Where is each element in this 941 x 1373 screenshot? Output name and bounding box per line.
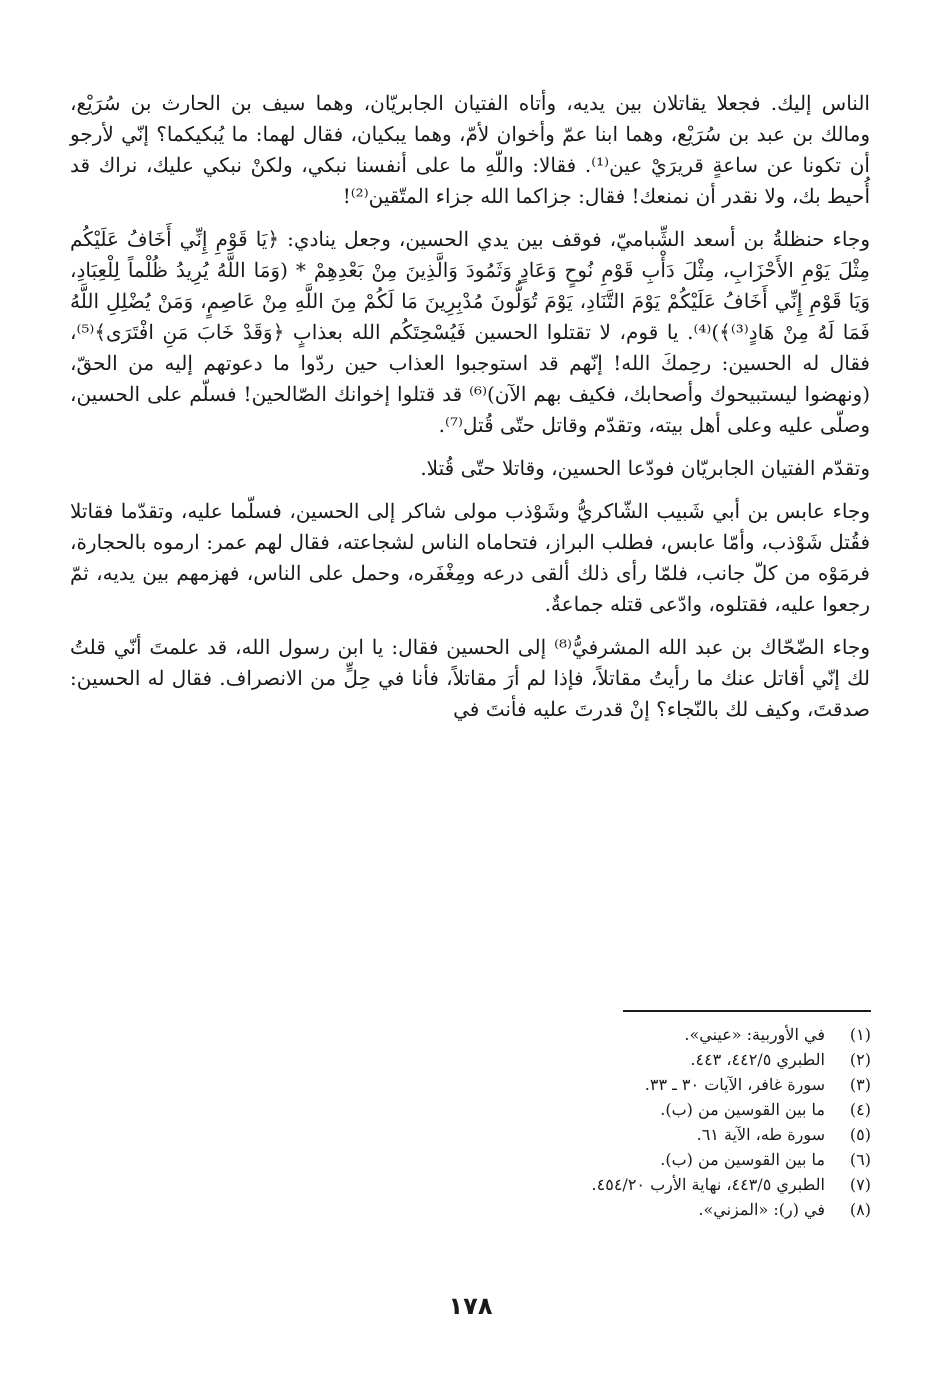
footnote-text: سورة غافر، الآيات ٣٠ ـ ٣٣. <box>644 1075 825 1094</box>
footnote-text: سورة طه، الآية ٦١. <box>696 1125 825 1144</box>
paragraph-2: وجاء حنظلةُ بن أسعد الشِّباميّ، فوقف بين يدي الحسين، وجعل ينادي: ﴿يَا قَوْمِ إِنِّي أَخَافُ عَلَيْكُم مِثْلَ يَوْمِ الأَحْزَابِ، مِثْلَ دَأْبِ قَوْمِ نُوحٍ وَعَادٍ وَثَمُودَ وَالَّذِينَ مِنْ بَعْدِهِمْ * (وَمَا اللَّهُ يُرِيدُ ظُلْماً لِلْعِبَادِ، وَيَا قَوْمِ إِنِّي أَخَافُ عَلَيْكُمْ يَوْمَ التَّنَادِ، يَوْمَ تُوَلُّونَ مُدْبِرِينَ مَا لَكُمْ مِنَ اللَّهِ مِنْ عَاصِمٍ، وَمَنْ يُضْلِلِ اللَّهُ فَمَا لَهُ مِنْ هَادٍ⁽³⁾﴾)⁽⁴⁾. يا قوم، لا تقتلوا الحسين فَيُسْحِتَكُم الله بعذابٍ ﴿وَقَدْ خَابَ مَنِ افْتَرَى﴾⁽⁵⁾، فقال له الحسين: رحِمكَ الله! إنّهم قد استوجبوا العذاب حين ردّوا ما دعوتهم إليه من الحقّ، (ونهضوا ليستبيحوك وأصحابك، فكيف بهم الآن)⁽⁶⁾ قد قتلوا إخوانك الصّالحين! فسلّم على الحسين، وصلّى عليه وعلى أهل بيته، وتقدّم وقاتل حتّى قُتل⁽⁷⁾. <box>70 227 871 437</box>
footnote-text: في (ر): «المزني». <box>698 1200 825 1219</box>
main-text <box>70 88 870 725</box>
footnote-item <box>71 1122 871 1147</box>
paragraph-4: وجاء عابس بن أبي شَبيب الشّاكريُّ وشَوْذب مولى شاكر إلى الحسين، فسلّما عليه، وتقدّما فقاتلا فقُتل شَوْذب، وأمّا عابس، فطلب البراز، فتحاماه الناس لشجاعته، فقال لهم عمر: ارموه بالحجارة، فرمَوْه من كلّ جانب، فلمّا رأى ذلك ألقى درعه ومِغْفَره، وحمل على الناس، فهزمهم بين يديه، ثمّ رجعوا عليه، فقتلوه، وادّعى قتله جماعةٌ. <box>70 499 871 616</box>
footnote-item <box>71 1097 871 1122</box>
footnote-item <box>71 1197 871 1222</box>
footnote-text: الطبري ٤٤٣/٥، نهاية الأرب ٤٥٤/٢٠. <box>591 1175 825 1194</box>
footnote-item <box>71 1072 871 1097</box>
footnote-number: (٧) <box>849 1175 871 1194</box>
footnote-text: في الأوربية: «عيني». <box>684 1025 825 1044</box>
footnote-number: (٥) <box>849 1125 871 1144</box>
paragraph-1: الناس إليك. فجعلا يقاتلان بين يديه، وأتاه الفتيان الجابريّان، وهما سيف بن الحارث بن سُرَيْع، ومالك بن عبد بن سُرَيْع، وهما ابنا عمّ وأخوان لأمّ، وهما يبكيان، فقال لهما: ما يُبكيكما؟ إنّي لأرجو أن تكونا عن ساعةٍ قريرَيْ عين⁽¹⁾. فقالا: واللّهِ ما على أنفسنا نبكي، ولكنْ نبكي عليك، نراك قد أُحيط بك، ولا نقدر أن نمنعك! فقال: جزاكما الله جزاء المتّقين⁽²⁾! <box>70 91 870 208</box>
footnote-number: (٦) <box>849 1150 871 1169</box>
footnote-text: ما بين القوسين من (ب). <box>660 1150 825 1169</box>
page-number: ١٧٨ <box>448 1292 493 1320</box>
footnote-list <box>71 1012 871 1222</box>
footnote-number: (٣) <box>849 1075 871 1094</box>
footnote-item <box>71 1172 871 1197</box>
footnote-item <box>71 1022 871 1047</box>
footnote-number: (٤) <box>849 1100 871 1119</box>
footnotes <box>71 1012 871 1222</box>
paragraph-5: وجاء الضّحّاك بن عبد الله المشرفيُّ⁽⁸⁾ إلى الحسين فقال: يا ابن رسول الله، قد علمتَ أنّي قلتُ لك إنّي أقاتل عنك ما رأيتُ مقاتلاً، فإذا لم أرَ مقاتلاً، فأنا في حِلٍّ من الانصراف. فقال له الحسين: صدقتَ، وكيف لك بالنّجاء؟ إنْ قدرتَ عليه فأنتَ في <box>70 635 870 721</box>
footnote-number: (١) <box>849 1025 871 1044</box>
footnote-number: (٢) <box>849 1050 871 1069</box>
footnote-item <box>71 1147 871 1172</box>
footnote-text: ما بين القوسين من (ب). <box>660 1100 825 1119</box>
footnote-number: (٨) <box>849 1200 871 1219</box>
footnote-text: الطبري ٤٤٢/٥، ٤٤٣. <box>690 1050 825 1069</box>
footnote-item <box>71 1047 871 1072</box>
paragraph-3: وتقدّم الفتيان الجابريّان فودّعا الحسين، وقاتلا حتّى قُتلا. <box>420 456 870 480</box>
